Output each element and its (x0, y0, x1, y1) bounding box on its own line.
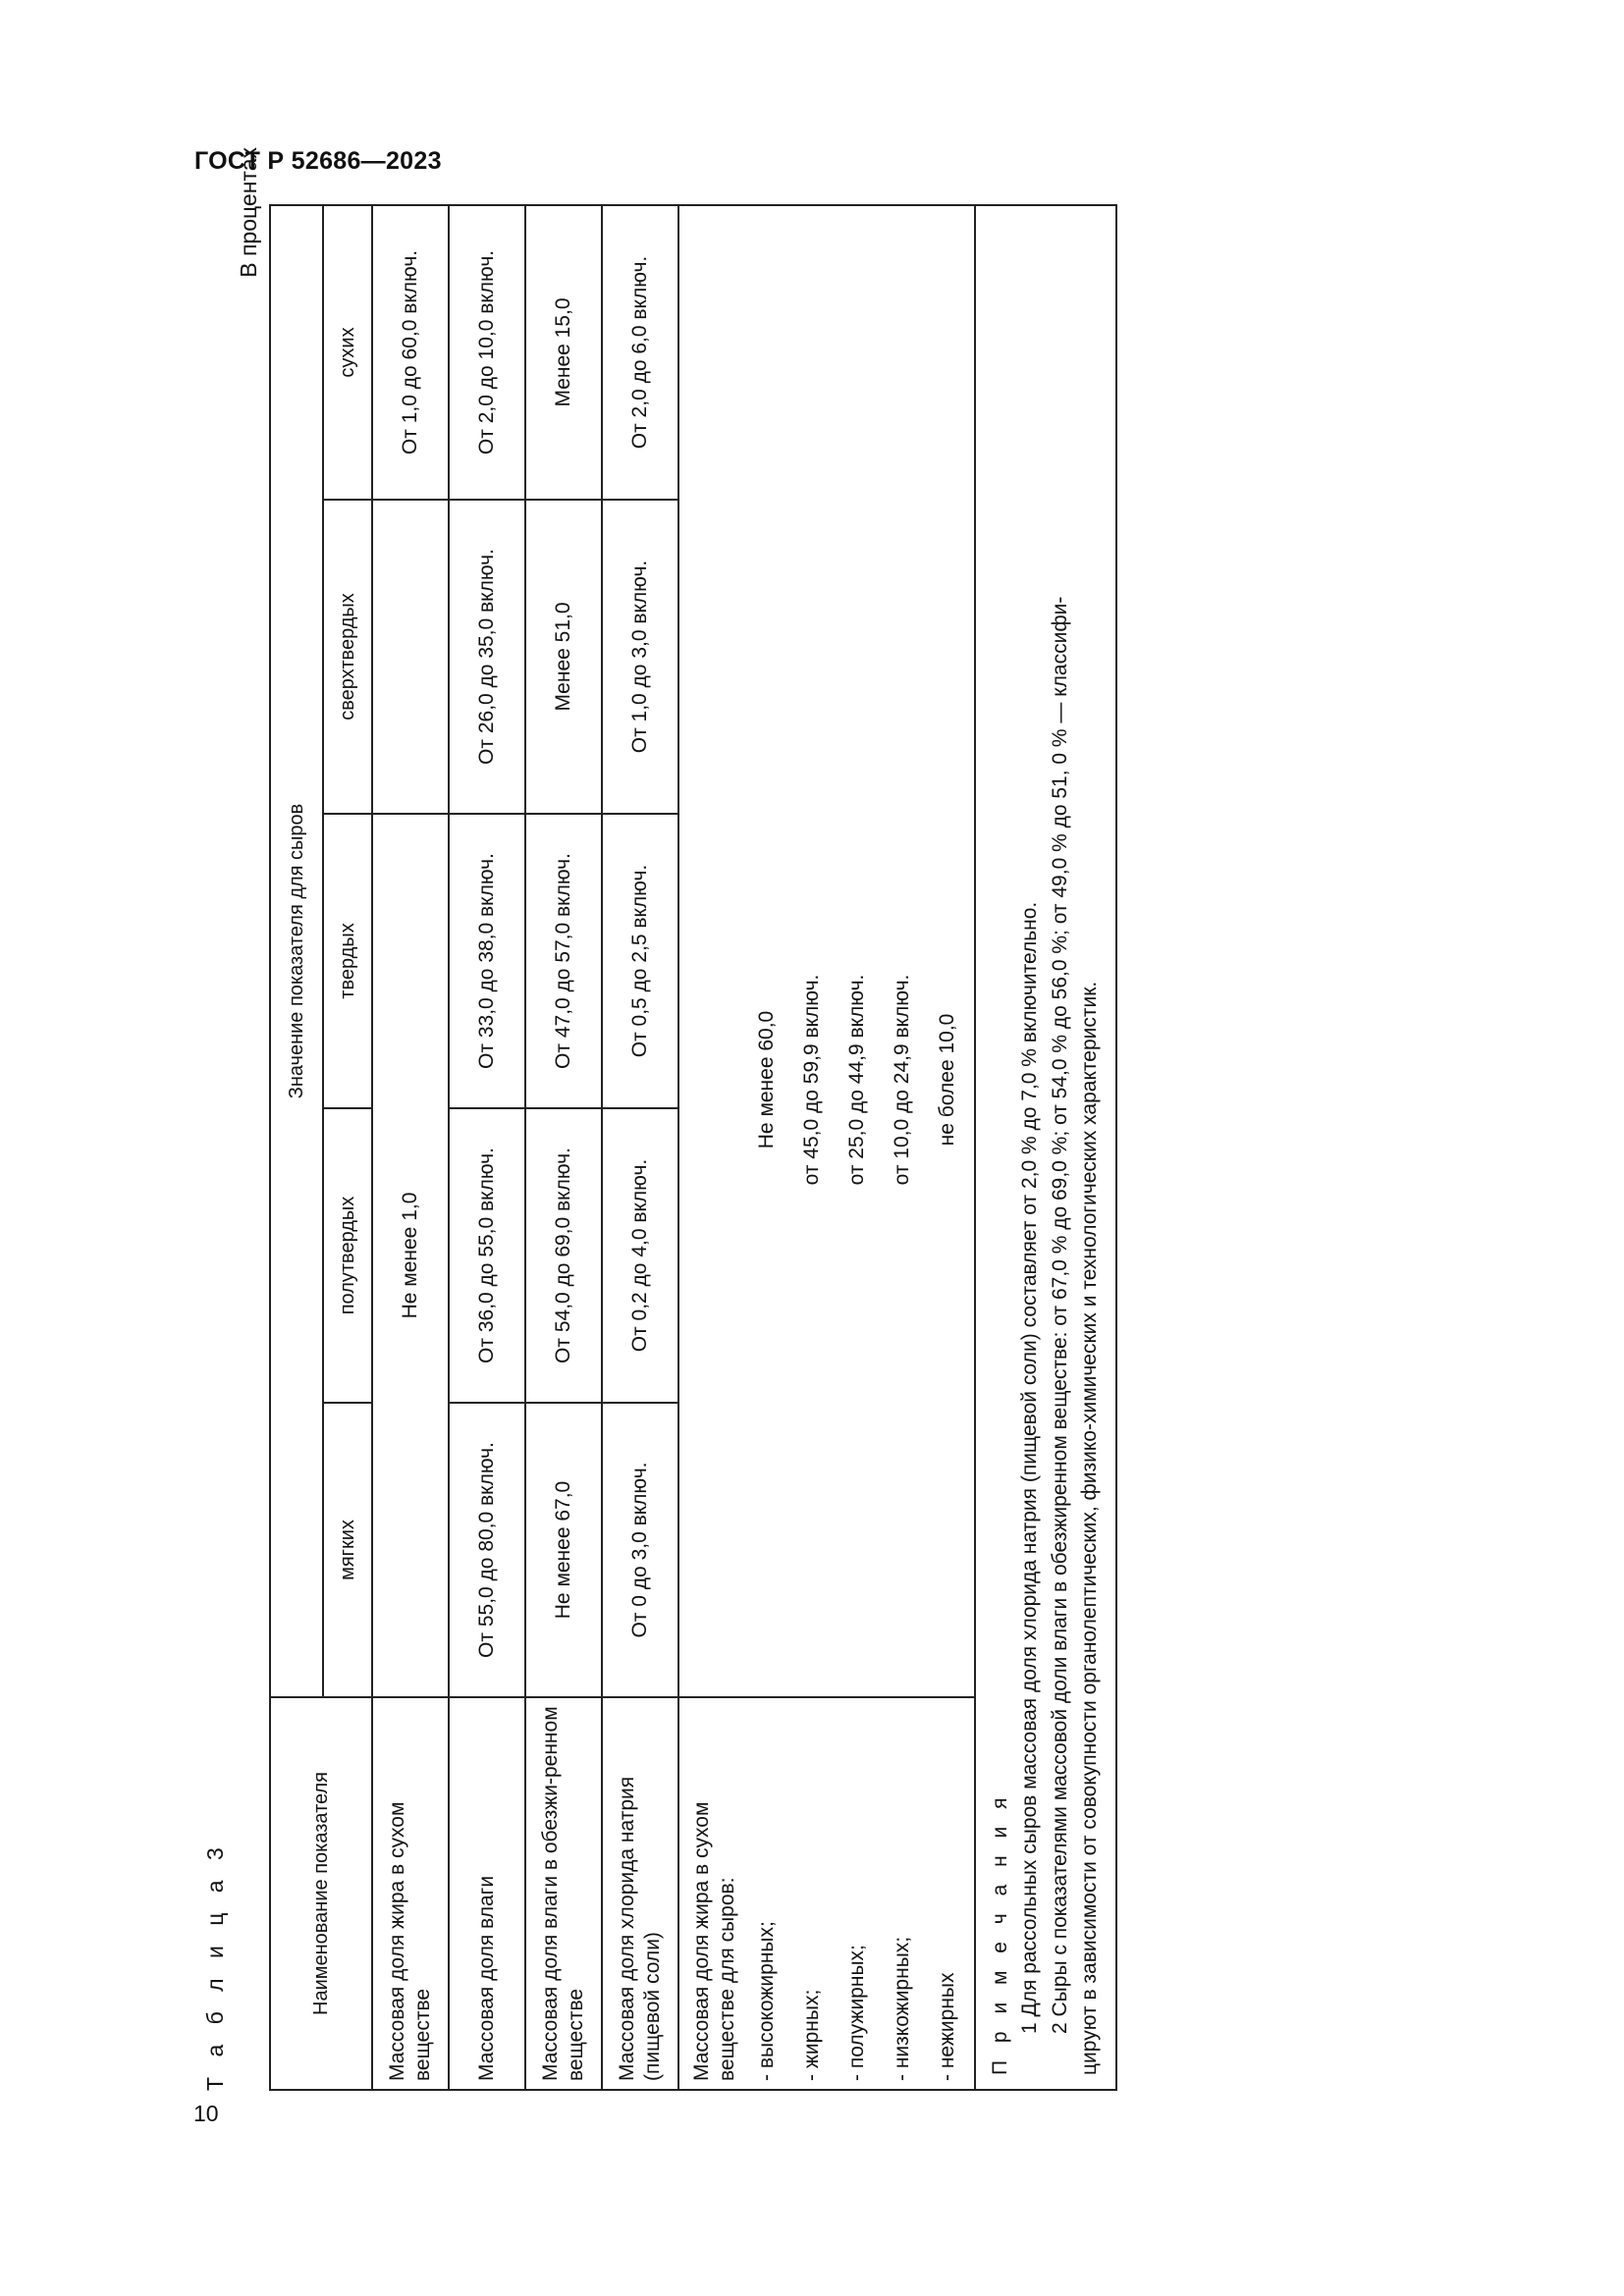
table-row (449, 205, 525, 2090)
row-name: Массовая доля жира в сухом веществе (372, 1697, 449, 2090)
column-header-name: Наименование показателя (270, 1697, 372, 2090)
page-number: 10 (193, 2101, 219, 2126)
value-cell: От 1,0 до 3,0 включ. (602, 500, 678, 814)
notes-title: П р и м е ч а н и я (989, 1791, 1011, 2075)
column-header-soft: мягких (323, 1403, 372, 1697)
value-cell: От 54,0 до 69,0 включ. (525, 1108, 602, 1403)
value-cell: От 0,5 до 2,5 включ. (602, 814, 678, 1108)
note-2: 2 Сыры с показателями массовой доли влаги в обезжиренном веществе: от 67,0 % до 69,0 %; от 54,0 % до 56,0 %; от 49,0 % до 51, 0 % — классифи- (1048, 596, 1071, 2034)
fat-category-value: от 25,0 до 44,9 включ. (844, 974, 868, 1186)
column-group-header: Значение показателя для сыров (270, 205, 323, 1697)
value-cell: От 0,2 до 4,0 включ. (602, 1108, 678, 1403)
fat-category-values (678, 205, 975, 1697)
notes-row (975, 205, 1116, 2090)
table-caption: Т а б л и ц а 3 (202, 1841, 228, 2091)
row-name: Массовая доля влаги в обезжи-ренном веществе (525, 1697, 602, 2090)
merged-value-cell: Не менее 1,0 (372, 814, 449, 1697)
value-cell: От 0 до 3,0 включ. (602, 1403, 678, 1697)
document-code: ГОСТ Р 52686—2023 (194, 147, 442, 175)
value-cell: От 26,0 до 35,0 включ. (449, 500, 525, 814)
value-cell: Менее 15,0 (525, 205, 602, 500)
fat-category-label: - полужирных; (844, 1945, 868, 2081)
fat-category-label: - низкожирных; (890, 1936, 913, 2081)
column-header-superhard: сверхтвердых (323, 500, 372, 814)
data-table (269, 204, 1117, 2091)
fat-content-block (678, 205, 975, 2090)
table-row (525, 205, 602, 2090)
column-header-semihard: полутвердых (323, 1108, 372, 1403)
value-cell: Не менее 67,0 (525, 1403, 602, 1697)
column-header-hard: твердых (323, 814, 372, 1108)
fat-category-label: - высокожирных; (754, 1921, 778, 2081)
fat-category-label: - нежирных (935, 1972, 958, 2081)
rotated-table-area (196, 108, 1119, 2110)
fat-category-label: - жирных; (799, 1989, 823, 2081)
value-cell: От 33,0 до 38,0 включ. (449, 814, 525, 1108)
note-1: 1 Для рассольных сыров массовая доля хлорида натрия (пищевой соли) составляет от 2,0 % до 7,0 % включительно. (1018, 901, 1042, 2034)
fat-category-value: не более 10,0 (935, 1013, 958, 1147)
fat-category-value: от 45,0 до 59,9 включ. (799, 974, 823, 1186)
table-row (372, 205, 449, 2090)
value-cell: От 55,0 до 80,0 включ. (449, 1403, 525, 1697)
table-units: В процентах (236, 147, 261, 278)
value-cell: От 47,0 до 57,0 включ. (525, 814, 602, 1108)
fat-category-value: Не менее 60,0 (754, 1010, 778, 1149)
value-cell: От 36,0 до 55,0 включ. (449, 1108, 525, 1403)
row-name: Массовая доля хлорида натрия (пищевой соли) (602, 1697, 678, 2090)
fat-category-value: от 10,0 до 24,9 включ. (890, 974, 913, 1186)
column-header-dry: сухих (323, 205, 372, 500)
table-row (602, 205, 678, 2090)
value-cell-dry: От 1,0 до 60,0 включ. (372, 205, 449, 500)
note-2-continuation: цируют в зависимости от совокупности органолептических, физико-химических и технологических характеристик. (1078, 981, 1102, 2075)
value-cell-superhard (372, 500, 449, 814)
value-cell: От 2,0 до 6,0 включ. (602, 205, 678, 500)
value-cell: От 2,0 до 10,0 включ. (449, 205, 525, 500)
fat-category-names (678, 1697, 975, 2090)
notes (975, 205, 1116, 2090)
value-cell: Менее 51,0 (525, 500, 602, 814)
row-name: Массовая доля влаги (449, 1697, 525, 2090)
header-row-1 (270, 205, 323, 2090)
fat-block-title: Массовая доля жира в сухом веществе для сыров: (690, 1801, 739, 2081)
